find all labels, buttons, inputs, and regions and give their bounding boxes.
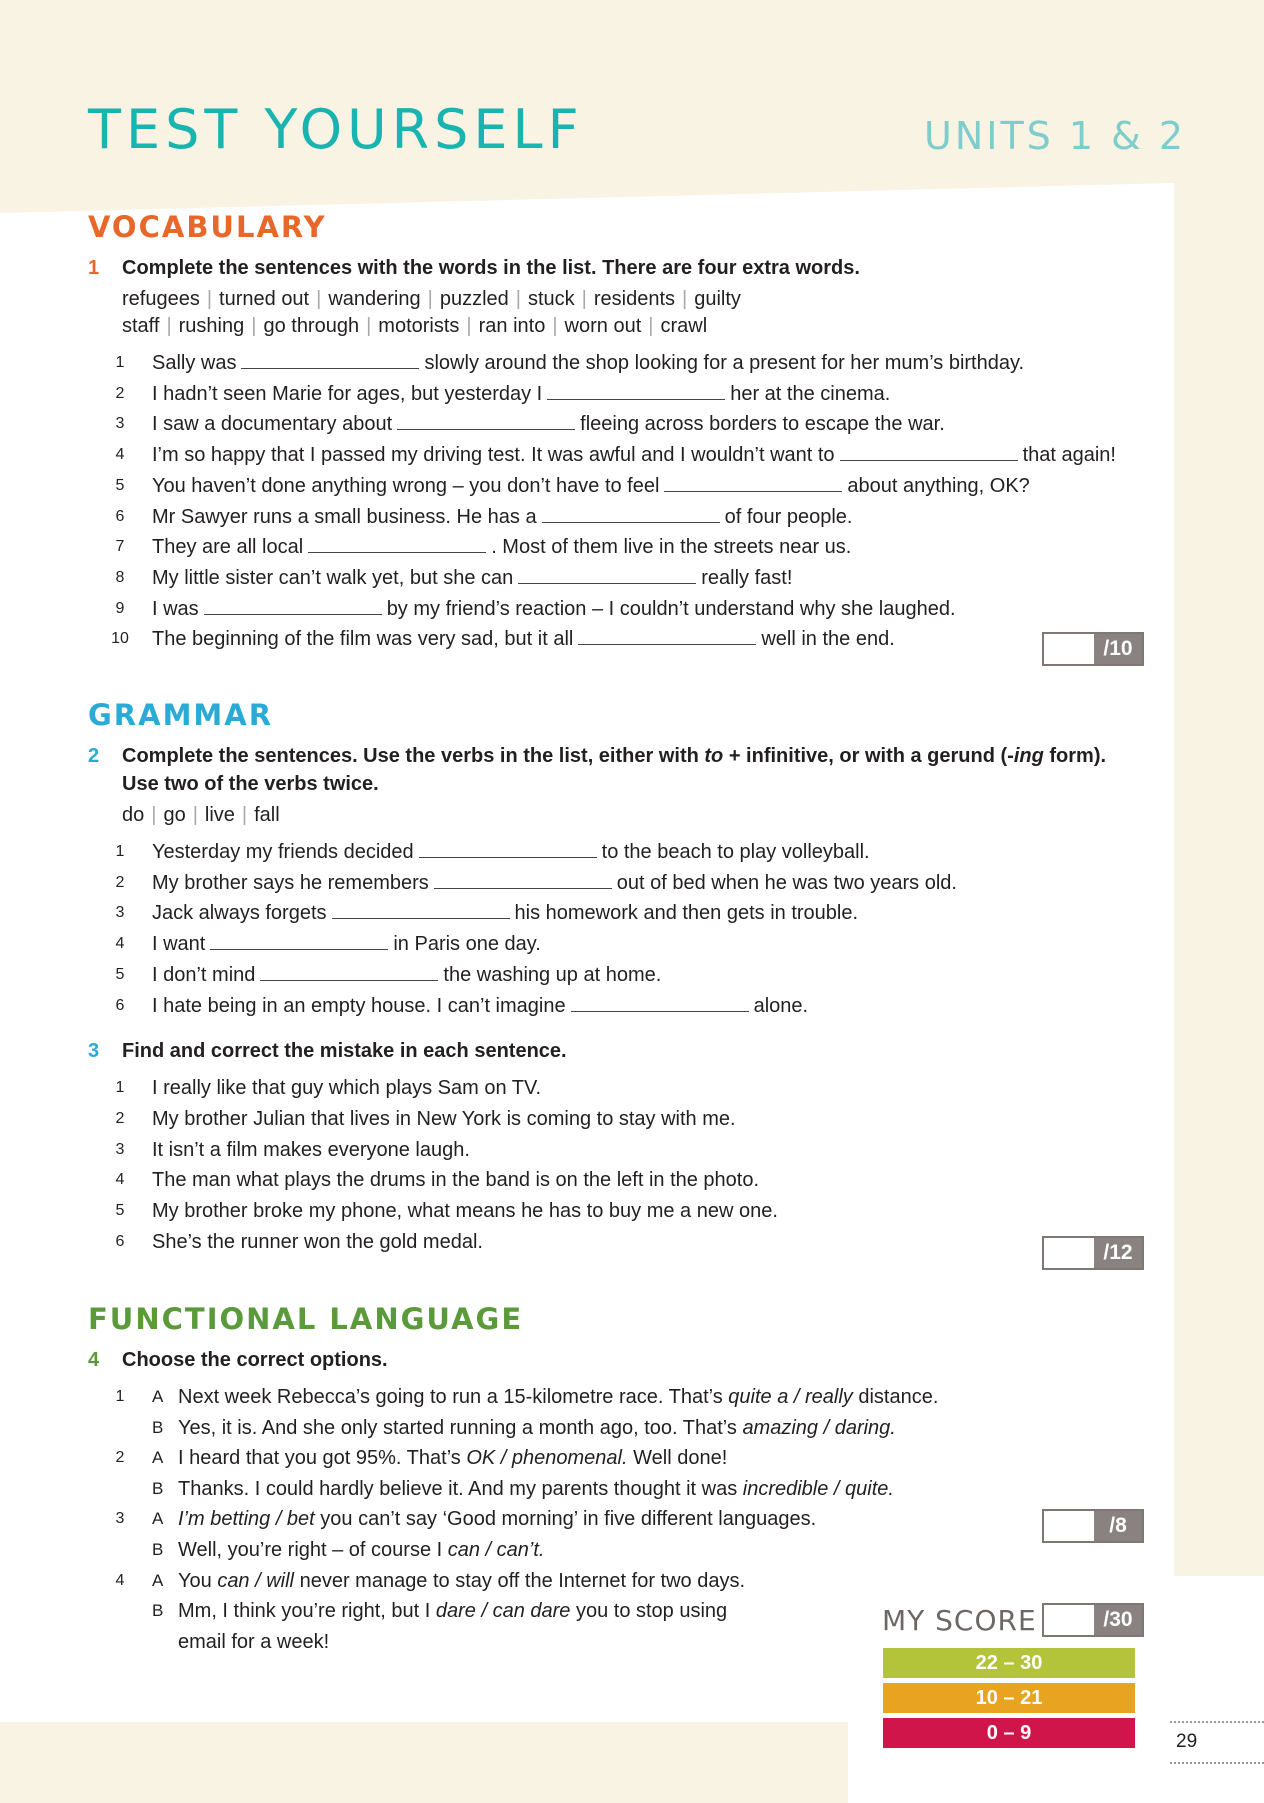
- question-text-after: to the beach to play volleyball.: [601, 841, 870, 863]
- dialogue-text-part: Thanks. I could hardly believe it. And my parents thought it was: [178, 1477, 743, 1500]
- question-number: 1: [115, 843, 125, 860]
- word-separator: |: [316, 288, 322, 310]
- question-text: [152, 837, 870, 868]
- sentence-text: I really like that guy which plays Sam on TV.: [152, 1077, 542, 1100]
- score-total: /30: [1094, 1605, 1142, 1635]
- question-text-after: really fast!: [701, 566, 793, 589]
- answer-blank[interactable]: [664, 471, 842, 492]
- answer-blank[interactable]: [308, 532, 486, 553]
- question-number: 2: [115, 384, 125, 402]
- dialogue-text-part: Next week Rebecca’s going to run a 15-kilometre race. That’s: [178, 1386, 729, 1408]
- word-separator: |: [552, 315, 558, 337]
- word-list-item: rushing: [178, 315, 245, 337]
- sentence-item: [88, 1165, 1148, 1196]
- word-list-item: guilty: [694, 288, 741, 310]
- dialogue-text: [178, 1443, 727, 1474]
- mistake-sentences: [88, 1073, 1148, 1257]
- answer-blank[interactable]: [260, 960, 438, 981]
- question-item: [88, 409, 1148, 440]
- dialogue-line: [88, 1535, 1148, 1566]
- word-separator: |: [166, 315, 172, 337]
- sentence-text: My brother Julian that lives in New York is coming to stay with me.: [152, 1107, 736, 1130]
- dialogue-text-part: distance.: [852, 1386, 939, 1408]
- question-text-after: well in the end.: [761, 628, 895, 651]
- question-number: 10: [111, 630, 129, 648]
- word-list-item: puzzled: [439, 288, 509, 310]
- exercise-3-instruction: [88, 1037, 1148, 1065]
- sentence-text: It isn’t a film makes everyone laugh.: [152, 1138, 470, 1161]
- page-number-rule-bottom: [1170, 1762, 1264, 1764]
- dialogue-number: [88, 1413, 152, 1444]
- dialogue-text-part: I heard that you got 95%. That’s: [178, 1447, 467, 1470]
- word-list-item: fall: [254, 804, 280, 826]
- question-text-before: My little sister can’t walk yet, but she can: [152, 566, 514, 589]
- sentence-number: 1: [115, 1079, 125, 1097]
- score-band: 0 – 9: [883, 1718, 1135, 1748]
- option-choice[interactable]: dare / can dare: [435, 1600, 571, 1623]
- word-separator: |: [682, 288, 688, 310]
- question-text-before: I was: [152, 597, 199, 620]
- dialogue-line: [88, 1474, 1148, 1505]
- word-list-row: [122, 313, 1148, 340]
- question-text: [152, 563, 792, 594]
- units-label: UNITS 1 & 2: [924, 114, 1187, 158]
- option-choice[interactable]: can / will: [217, 1569, 295, 1592]
- word-list-item: worn out: [564, 315, 642, 337]
- speaker-label: A: [152, 1509, 164, 1529]
- sentence-text: My brother broke my phone, what means he has to buy me a new one.: [152, 1200, 778, 1223]
- word-list-item: staff: [122, 315, 160, 337]
- speaker-label: B: [152, 1539, 164, 1559]
- question-number: 2: [115, 873, 125, 891]
- question-text: [152, 898, 858, 929]
- dialogue-line: [88, 1413, 1148, 1444]
- dialogue-text-part: Well done!: [627, 1447, 728, 1470]
- question-text: [152, 379, 890, 410]
- score-total: /12: [1094, 1238, 1142, 1268]
- sentence-text: The man what plays the drums in the band is on the left in the photo.: [152, 1169, 760, 1192]
- question-text: [152, 502, 852, 533]
- question-text-after: that again!: [1022, 444, 1116, 467]
- sentence-number: 3: [115, 1140, 125, 1158]
- question-number: 9: [115, 599, 125, 617]
- question-text-after: of four people.: [724, 505, 853, 528]
- dialogue-number: [88, 1596, 152, 1627]
- speaker-label: B: [152, 1417, 164, 1437]
- word-separator: |: [251, 315, 257, 337]
- question-item: [88, 348, 1148, 379]
- question-text: [152, 594, 956, 625]
- question-number: 5: [115, 476, 125, 494]
- word-list-row: [122, 286, 1148, 313]
- question-text-after: his homework and then gets in trouble.: [514, 902, 859, 925]
- answer-blank[interactable]: [571, 991, 749, 1012]
- functional-language-heading: FUNCTIONAL LANGUAGE: [88, 1302, 524, 1336]
- question-text: [152, 868, 957, 899]
- dialogue-number: [88, 1474, 152, 1505]
- sentence-number: 5: [115, 1202, 125, 1220]
- question-item: [88, 991, 1148, 1022]
- speaker-label: [152, 1627, 178, 1658]
- sentence-item: [88, 1227, 1148, 1258]
- word-list-item: residents: [593, 288, 676, 310]
- speaker-label: A: [152, 1387, 164, 1406]
- question-number: 3: [115, 904, 125, 922]
- answer-blank[interactable]: [542, 502, 720, 523]
- question-text-before: I saw a documentary about: [152, 413, 393, 436]
- score-total: /10: [1094, 634, 1142, 664]
- instruction-part: Complete the sentences. Use the verbs in the list, either with: [122, 745, 705, 767]
- sentence-item: [88, 1135, 1148, 1166]
- exercise-number: 3: [88, 1040, 100, 1063]
- header-band: [0, 0, 1264, 190]
- page-title: TEST YOURSELF: [88, 98, 584, 161]
- question-text-after: . Most of them live in the streets near us.: [491, 536, 852, 559]
- sentence-number: 2: [115, 1109, 125, 1127]
- question-item: [88, 440, 1148, 471]
- speaker-label: B: [152, 1601, 164, 1621]
- option-choice[interactable]: incredible / quite.: [742, 1477, 894, 1500]
- instruction-text: Find and correct the mistake in each sentence.: [122, 1040, 567, 1063]
- word-list-item: crawl: [660, 315, 708, 337]
- question-text-after: fleeing across borders to escape the war.: [580, 413, 945, 436]
- sentence-item: [88, 1073, 1148, 1104]
- sentence-number: 4: [115, 1171, 125, 1189]
- option-choice[interactable]: can / can’t.: [447, 1538, 545, 1561]
- question-text-before: The beginning of the film was very sad, but it all: [152, 628, 574, 651]
- question-text: [152, 991, 808, 1022]
- option-choice[interactable]: quite a / really: [728, 1386, 853, 1408]
- question-item: [88, 929, 1148, 960]
- question-text-before: Sally was: [152, 352, 237, 374]
- dialogue-text-part: email for a week!: [178, 1630, 330, 1653]
- dialogue-text: [178, 1596, 727, 1627]
- score-input[interactable]: [1044, 1605, 1096, 1635]
- question-text-after: slowly around the shop looking for a present for her mum’s birthday.: [424, 352, 1025, 374]
- dialogue-text-part: You: [178, 1569, 218, 1592]
- question-item: [88, 594, 1148, 625]
- exercise-4-instruction: [88, 1346, 1148, 1374]
- question-text-before: My brother says he remembers: [152, 871, 429, 894]
- dialogue-text-part: Yes, it is. And she only started running a month ago, too. That’s: [178, 1416, 743, 1439]
- question-number: 1: [115, 354, 125, 371]
- score-box-total[interactable]: [1042, 1603, 1144, 1637]
- dialogue-line: [88, 1566, 1148, 1597]
- question-item: [88, 960, 1148, 991]
- question-text-before: I hadn’t seen Marie for ages, but yesterday I: [152, 382, 543, 405]
- instruction-text: [122, 742, 1106, 798]
- dialogue-text: [178, 1535, 544, 1566]
- word-list-item: ran into: [478, 315, 546, 337]
- word-separator: |: [648, 315, 654, 337]
- word-separator: |: [192, 804, 198, 826]
- question-text-before: I want: [152, 933, 206, 956]
- question-number: 6: [115, 996, 125, 1014]
- score-box-functional[interactable]: [1042, 1509, 1144, 1543]
- dialogue-text-part: never manage to stay off the Internet for two days.: [294, 1569, 746, 1592]
- sentence-text: She’s the runner won the gold medal.: [152, 1230, 483, 1253]
- question-text: [152, 409, 945, 440]
- word-separator: |: [427, 288, 433, 310]
- score-input[interactable]: [1044, 634, 1096, 664]
- question-item: [88, 502, 1148, 533]
- word-list-item: stuck: [527, 288, 575, 310]
- instruction-part: + infinitive, or with a gerund (-: [723, 745, 1014, 767]
- exercise-number: 4: [88, 1349, 100, 1371]
- dialogue-number: [88, 1627, 152, 1658]
- score-band: 10 – 21: [883, 1683, 1135, 1713]
- word-list-item: do: [122, 804, 145, 826]
- exercise-number: 1: [88, 257, 100, 279]
- instruction-italic: to: [704, 745, 724, 767]
- question-text-after: the washing up at home.: [443, 963, 662, 986]
- dialogue-text: [178, 1413, 896, 1444]
- question-item: [88, 624, 1148, 655]
- question-text-after: out of bed when he was two years old.: [616, 871, 957, 894]
- question-text-before: Jack always forgets: [152, 902, 327, 925]
- answer-blank[interactable]: [210, 929, 388, 950]
- question-number: 3: [115, 415, 125, 433]
- score-input[interactable]: [1044, 1511, 1096, 1541]
- question-text: [152, 929, 541, 960]
- option-choice[interactable]: amazing / daring.: [742, 1416, 896, 1439]
- dialogue-line: [88, 1443, 1148, 1474]
- answer-blank[interactable]: [518, 563, 696, 584]
- instruction-italic: ing: [1013, 745, 1044, 767]
- grammar-section: [88, 698, 1148, 1257]
- question-item: [88, 837, 1148, 868]
- question-text-before: I hate being in an empty house. I can’t imagine: [152, 994, 566, 1017]
- dialogue-text-part: Mm, I think you’re right, but I: [178, 1600, 436, 1623]
- exercise-2-instruction: [88, 742, 1148, 798]
- word-separator: |: [466, 315, 472, 337]
- question-text: [152, 348, 1024, 379]
- dialogue-line: [88, 1504, 1148, 1535]
- sentence-item: [88, 1104, 1148, 1135]
- sentence-number: 6: [115, 1232, 125, 1250]
- question-text-before: You haven’t done anything wrong – you don’t have to feel: [152, 474, 660, 497]
- question-text-after: alone.: [753, 994, 809, 1017]
- speaker-label: A: [152, 1570, 164, 1590]
- vocabulary-heading: VOCABULARY: [88, 210, 327, 244]
- answer-blank[interactable]: [397, 409, 575, 430]
- word-list-item: motorists: [378, 315, 460, 337]
- word-separator: |: [366, 315, 372, 337]
- question-item: [88, 471, 1148, 502]
- dialogue-text: [178, 1566, 745, 1597]
- word-separator: |: [206, 288, 213, 310]
- instruction-part: Use two of the verbs twice.: [122, 773, 379, 795]
- answer-blank[interactable]: [578, 624, 756, 645]
- question-text: [152, 471, 1030, 502]
- word-list-item: turned out: [219, 288, 310, 310]
- question-text: [152, 624, 895, 655]
- question-text-after: in Paris one day.: [393, 933, 541, 956]
- dialogue-text: [178, 1504, 816, 1535]
- option-choice[interactable]: OK / phenomenal.: [466, 1447, 628, 1470]
- question-text-before: Yesterday my friends decided: [152, 841, 414, 863]
- question-item: [88, 532, 1148, 563]
- question-text-before: Mr Sawyer runs a small business. He has a: [152, 505, 537, 528]
- my-score-label: MY SCORE: [882, 1604, 1037, 1637]
- question-text-after: by my friend’s reaction – I couldn’t understand why she laughed.: [386, 597, 956, 620]
- score-box-vocabulary[interactable]: [1042, 632, 1144, 666]
- word-list-item: wandering: [328, 288, 421, 310]
- question-item: [88, 868, 1148, 899]
- instruction-text: Choose the correct options.: [122, 1349, 388, 1371]
- instruction-text: Complete the sentences with the words in the list. There are four extra words.: [122, 257, 860, 279]
- dialogue-number: [88, 1535, 152, 1566]
- dialogue-number: 3: [115, 1510, 125, 1528]
- word-separator: |: [151, 804, 157, 826]
- question-text: [152, 960, 661, 991]
- dialogue-number: 2: [115, 1449, 125, 1467]
- question-text-after: her at the cinema.: [730, 382, 891, 405]
- dialogue-text-part: you to stop using: [570, 1600, 728, 1623]
- question-text: [152, 440, 1116, 471]
- score-total: /8: [1094, 1511, 1142, 1541]
- question-number: 6: [115, 507, 125, 525]
- score-box-grammar[interactable]: [1042, 1236, 1144, 1270]
- question-text: [152, 532, 851, 563]
- dialogue-text-part: Well, you’re right – of course I: [178, 1538, 448, 1561]
- page-number: 29: [1176, 1731, 1198, 1752]
- word-list: [122, 802, 1148, 829]
- exercise-number: 2: [88, 745, 100, 767]
- dialogue-text: [178, 1627, 329, 1658]
- grammar-heading: GRAMMAR: [88, 698, 274, 732]
- exercise-1-instruction: [88, 254, 1148, 282]
- page-number-rule-top: [1170, 1721, 1264, 1723]
- question-number: 5: [115, 965, 125, 983]
- dialogue-number: 1: [115, 1388, 125, 1405]
- question-number: 4: [115, 935, 125, 953]
- sentence-item: [88, 1196, 1148, 1227]
- answer-blank[interactable]: [204, 594, 382, 615]
- vocabulary-questions: [88, 348, 1148, 655]
- dialogue-line: [88, 1382, 1148, 1413]
- question-item: [88, 379, 1148, 410]
- score-band: 22 – 30: [883, 1648, 1135, 1678]
- dialogue-text: [178, 1474, 894, 1505]
- question-number: 8: [115, 568, 125, 586]
- grammar-questions: [88, 837, 1148, 1021]
- question-text-before: I don’t mind: [152, 963, 256, 986]
- word-separator: |: [515, 288, 521, 310]
- option-choice[interactable]: I’m betting / bet: [178, 1508, 315, 1531]
- word-separator: |: [241, 804, 248, 826]
- question-number: 4: [115, 446, 125, 464]
- dialogue-text-part: you can’t say ‘Good morning’ in five different languages.: [314, 1508, 817, 1531]
- question-text-after: about anything, OK?: [847, 474, 1030, 497]
- question-text-before: I’m so happy that I passed my driving test. It was awful and I wouldn’t want to: [152, 444, 835, 467]
- question-number: 7: [115, 538, 125, 556]
- word-list-item: live: [204, 804, 235, 826]
- question-text-before: They are all local: [152, 536, 304, 559]
- word-list: [122, 286, 1148, 340]
- instruction-part: form).: [1043, 745, 1107, 767]
- speaker-label: A: [152, 1448, 164, 1468]
- speaker-label: B: [152, 1478, 164, 1498]
- answer-blank[interactable]: [547, 379, 725, 400]
- dialogue-text: [178, 1382, 938, 1413]
- word-separator: |: [581, 288, 587, 310]
- score-input[interactable]: [1044, 1238, 1096, 1268]
- answer-blank[interactable]: [332, 898, 510, 919]
- word-list-item: go through: [263, 315, 360, 337]
- answer-blank[interactable]: [419, 837, 597, 858]
- question-item: [88, 898, 1148, 929]
- answer-blank[interactable]: [840, 440, 1018, 461]
- word-list-item: go: [163, 804, 186, 826]
- answer-blank[interactable]: [241, 348, 419, 369]
- answer-blank[interactable]: [434, 868, 612, 889]
- vocabulary-section: [88, 210, 1148, 655]
- word-list-item: refugees: [122, 288, 200, 310]
- dialogue-number: 4: [115, 1571, 125, 1589]
- question-item: [88, 563, 1148, 594]
